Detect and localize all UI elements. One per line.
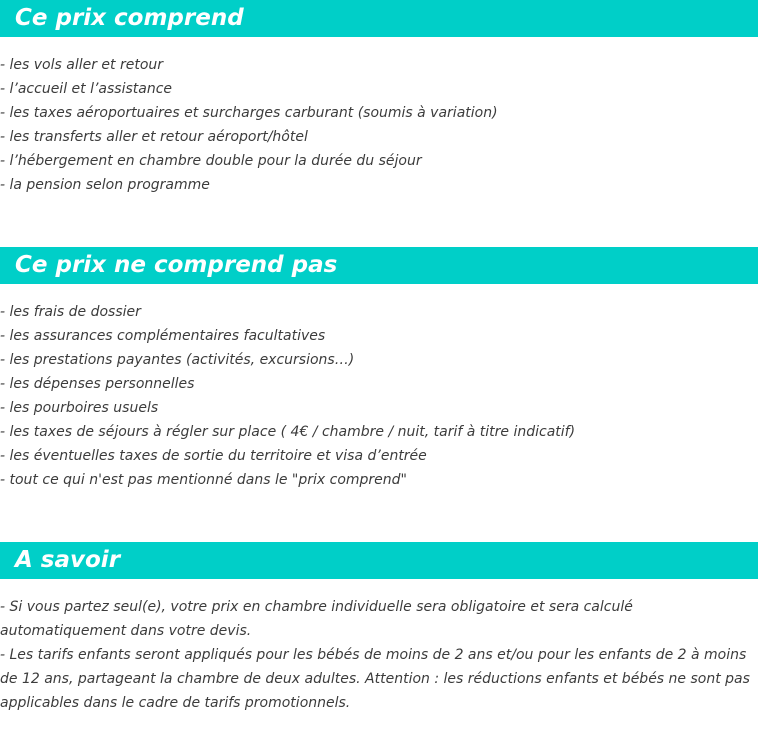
- excluded-item: - les frais de dossier: [0, 304, 141, 320]
- info-paragraph: - Si vous partez seul(e), votre prix en chambre individuelle sera obligatoire et sera calculé automatiquement dans votre devis.: [0, 599, 633, 639]
- excluded-section: [0, 247, 758, 492]
- excluded-item: - tout ce qui n'est pas mentionné dans le "prix comprend": [0, 472, 407, 488]
- info-paragraph: - Les tarifs enfants seront appliqués pour les bébés de moins de 2 ans et/ou pour les enfants de 2 à moins de 12 ans, partageant la chambre de deux adultes. Attention : les réductions enfants et bébés ne sont pas applicables dans le cadre de tarifs promotionnels.: [0, 647, 750, 711]
- excluded-item: - les prestations payantes (activités, excursions…): [0, 352, 355, 368]
- included-list: [0, 53, 758, 197]
- included-title: Ce prix comprend: [15, 5, 244, 31]
- excluded-item: - les taxes de séjours à régler sur place ( 4€ / chambre / nuit, tarif à titre indicatif): [0, 424, 576, 440]
- included-item: - les transferts aller et retour aéroport/hôtel: [0, 129, 308, 145]
- included-header: [0, 0, 758, 37]
- included-item: - les taxes aéroportuaires et surcharges carburant (soumis à variation): [0, 105, 498, 121]
- info-section: [0, 542, 758, 715]
- info-title: A savoir: [15, 547, 121, 573]
- included-item: - les vols aller et retour: [0, 57, 164, 73]
- included-item: - la pension selon programme: [0, 177, 210, 193]
- excluded-list: [0, 300, 758, 492]
- excluded-title: Ce prix ne comprend pas: [15, 252, 338, 278]
- excluded-item: - les dépenses personnelles: [0, 376, 195, 392]
- excluded-item: - les assurances complémentaires facultatives: [0, 328, 326, 344]
- info-body: [0, 595, 758, 715]
- excluded-item: - les éventuelles taxes de sortie du territoire et visa d’entrée: [0, 448, 427, 464]
- excluded-header: [0, 247, 758, 284]
- included-item: - l’accueil et l’assistance: [0, 81, 173, 97]
- included-item: - l’hébergement en chambre double pour la durée du séjour: [0, 153, 422, 169]
- info-header: [0, 542, 758, 579]
- excluded-item: - les pourboires usuels: [0, 400, 159, 416]
- included-section: [0, 0, 758, 197]
